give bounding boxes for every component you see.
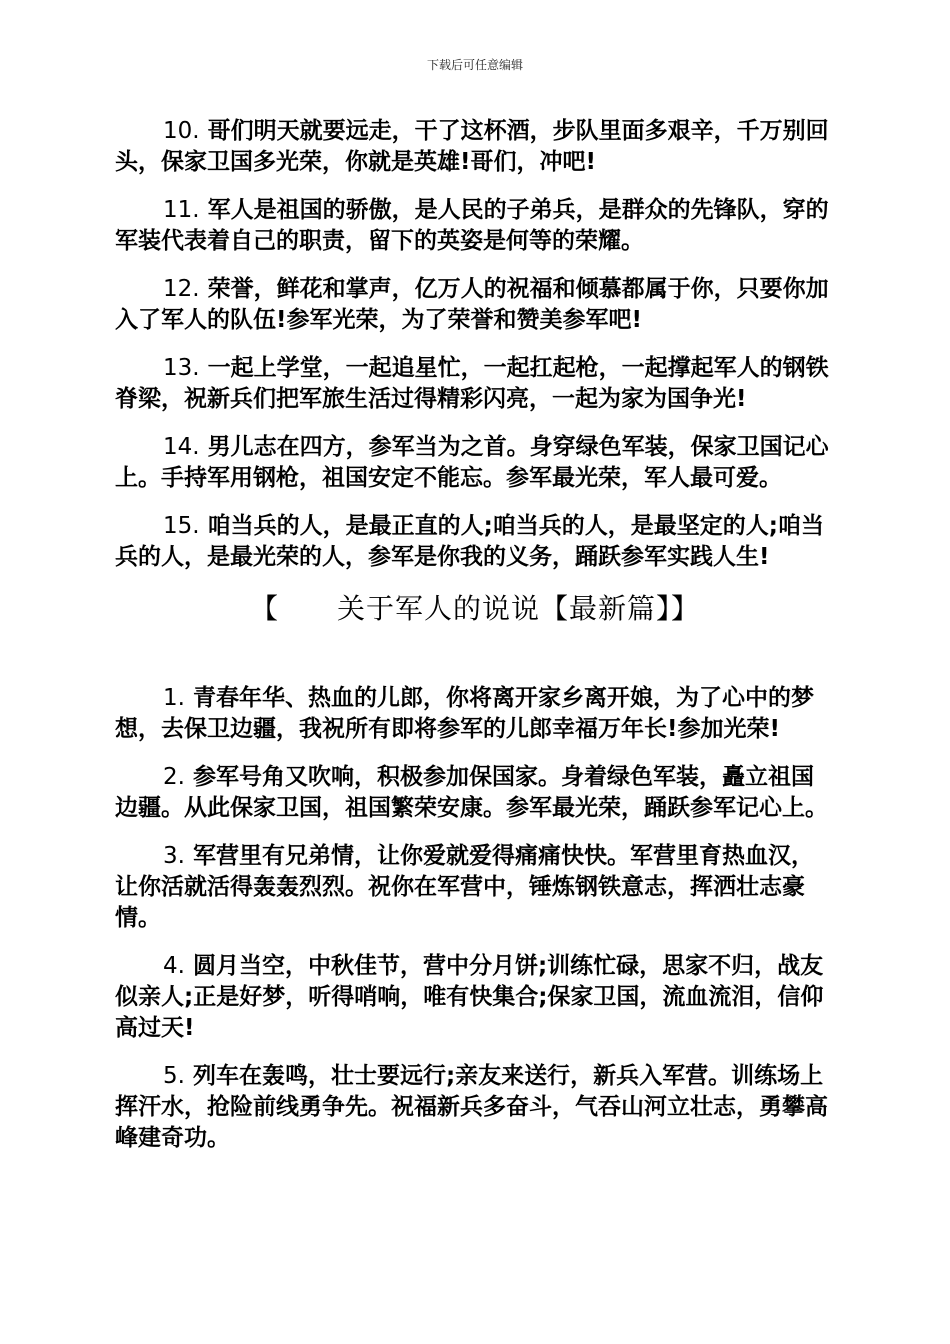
quote-item	[115, 683, 835, 745]
quote-text: 哥们明天就要远走，干了这杯酒，步队里面多艰辛，千万别回头，保家卫国多光荣，你就是英雄!哥们，冲吧!	[115, 118, 829, 175]
quote-item	[115, 353, 835, 415]
quote-text: 军营里有兄弟情，让你爱就爱得痛痛快快。军营里育热血汉，让你活就活得轰轰烈烈。祝你在军营中，锤炼钢铁意志，挥洒壮志豪情。	[115, 843, 814, 931]
quote-item	[115, 432, 835, 494]
quote-number: 11.	[163, 197, 200, 223]
section-heading	[0, 591, 950, 627]
quote-text: 参军号角又吹响，积极参加保国家。身着绿色军装，矗立祖国边疆。从此保家卫国，祖国繁荣安康。参军最光荣，踊跃参军记心上。	[115, 764, 828, 821]
quote-item	[115, 274, 835, 336]
quote-item	[115, 116, 835, 178]
quote-number: 1.	[163, 685, 185, 711]
quote-text: 列车在轰鸣，壮士要远行;亲友来送行，新兵入军营。训练场上挥汗水，抢险前线勇争先。祝福新兵多奋斗，气吞山河立壮志，勇攀高峰建奇功。	[115, 1063, 828, 1151]
quote-number: 15.	[163, 513, 200, 539]
quote-number: 13.	[163, 355, 200, 381]
quote-number: 14.	[163, 434, 200, 460]
quote-number: 12.	[163, 276, 200, 302]
quote-number: 2.	[163, 764, 185, 790]
quote-text: 圆月当空，中秋佳节，营中分月饼;训练忙碌，思家不归，战友似亲人;正是好梦，听得哨响，唯有快集合;保家卫国，流血流泪，信仰高过天!	[115, 953, 824, 1041]
quote-number: 5.	[163, 1063, 185, 1089]
heading-title: 关于军人的说说【最新篇】】	[337, 592, 701, 625]
heading-bracket: 【	[249, 592, 279, 625]
quote-text: 荣誉，鲜花和掌声，亿万人的祝福和倾慕都属于你，只要你加入了军人的队伍!参军光荣，为了荣誉和赞美参军吧!	[115, 276, 829, 333]
page-header: 下载后可任意编辑	[426, 58, 523, 72]
quote-list-latest	[115, 683, 835, 1171]
quote-text: 咱当兵的人，是最正直的人;咱当兵的人，是最坚定的人;咱当兵的人，是最光荣的人，参军是你我的义务，踊跃参军实践人生!	[115, 513, 824, 570]
quote-item	[115, 951, 835, 1044]
quote-text: 青春年华、热血的儿郎，你将离开家乡离开娘，为了心中的梦想，去保卫边疆，我祝所有即将参军的儿郎幸福万年长!参加光荣!	[115, 685, 814, 742]
quote-item	[115, 1061, 835, 1154]
quote-text: 男儿志在四方，参军当为之首。身穿绿色军装，保家卫国记心上。手持军用钢枪，祖国安定不能忘。参军最光荣，军人最可爱。	[115, 434, 829, 491]
quote-text: 一起上学堂，一起追星忙，一起扛起枪，一起撑起军人的钢铁脊梁，祝新兵们把军旅生活过得精彩闪亮，一起为家为国争光!	[115, 355, 829, 412]
quote-number: 10.	[163, 118, 200, 144]
quote-number: 3.	[163, 843, 185, 869]
quote-number: 4.	[163, 953, 185, 979]
quote-item	[115, 762, 835, 824]
quote-item	[115, 841, 835, 934]
quote-list-previous	[115, 116, 835, 590]
quote-item	[115, 195, 835, 257]
quote-item	[115, 511, 835, 573]
quote-text: 军人是祖国的骄傲，是人民的子弟兵，是群众的先锋队，穿的军装代表着自己的职责，留下的英姿是何等的荣耀。	[115, 197, 829, 254]
